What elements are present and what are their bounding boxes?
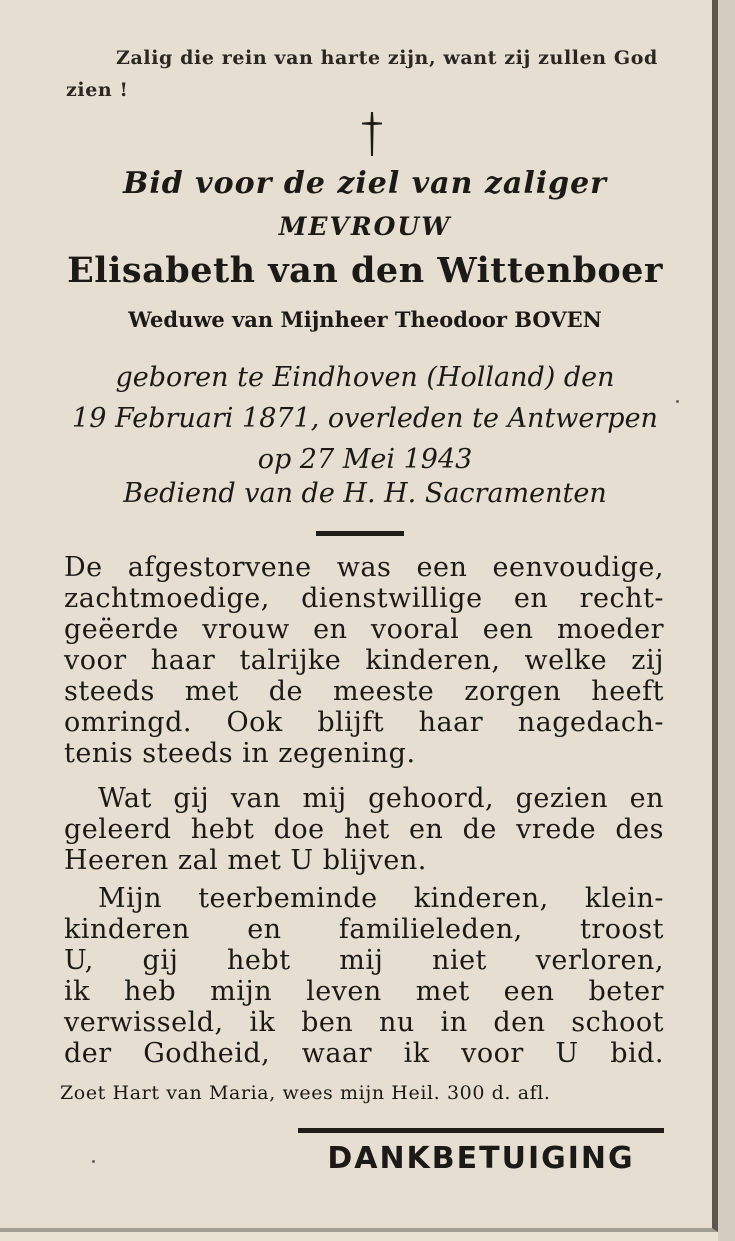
text-line: steeds met de meeste zorgen heeft: [64, 676, 664, 707]
sacraments-line: Bediend van de H. H. Sacramenten: [123, 478, 607, 509]
text-line: kinderen en familieleden, troost: [64, 914, 664, 945]
birth-line: geboren te Eindhoven (Holland) den: [115, 362, 615, 393]
scripture-paragraph: [64, 783, 664, 876]
prayer-request: Bid voor de ziel van zaliger: [122, 166, 607, 201]
death-date-line: op 27 Mei 1943: [257, 444, 473, 475]
deceased-name: Elisabeth van den Wittenboer: [67, 250, 663, 291]
acknowledgement-heading: DANKBETUIGING: [327, 1141, 635, 1176]
paper-speck: [676, 400, 679, 403]
text-line: geëerde vrouw en vooral een moeder: [64, 614, 664, 645]
eulogy-paragraph: [64, 552, 664, 769]
text-line: Heeren zal met U blijven.: [64, 845, 427, 876]
text-line: Wat gij van mij gehoord, gezien en: [98, 783, 664, 814]
farewell-paragraph: [64, 883, 664, 1069]
card-edge: [718, 0, 735, 1241]
text-line: voor haar talrijke kinderen, welke zij: [64, 645, 664, 676]
text-line: Mijn teerbeminde kinderen, klein-: [98, 883, 664, 914]
death-line: 19 Februari 1871, overleden te Antwerpen: [72, 403, 658, 434]
text-line: U, gij hebt mij niet verloren,: [64, 945, 664, 976]
text-line: der Godheid, waar ik voor U bid.: [64, 1038, 664, 1069]
text-line: De afgestorvene was een eenvoudige,: [64, 552, 664, 583]
text-line: ik heb mijn leven met een beter: [64, 976, 664, 1007]
text-line: geleerd hebt doe het en de vrede des: [64, 814, 664, 845]
birth-death-details: [40, 357, 690, 480]
widow-of-line: Weduwe van Mijnheer Theodoor BOVEN: [128, 307, 602, 332]
indulgence-prayer: Zoet Hart van Maria, wees mijn Heil. 300 d. afl.: [60, 1082, 551, 1104]
divider-long: [298, 1128, 664, 1133]
latin-cross-icon: [352, 110, 392, 158]
text-line: omringd. Ook blijft haar nagedach-: [64, 707, 664, 738]
text-line: tenis steeds in zegening.: [64, 738, 416, 769]
opening-verse: Zalig die rein van harte zijn, want zij zullen God zien !: [66, 47, 658, 101]
paper-speck: [92, 1160, 95, 1163]
text-line: zachtmoedige, dienstwillige en recht-: [64, 583, 664, 614]
text-line: verwisseld, ik ben nu in den schoot: [64, 1007, 664, 1038]
honorific-title: MEVROUW: [278, 212, 452, 241]
divider-short: [316, 531, 404, 536]
